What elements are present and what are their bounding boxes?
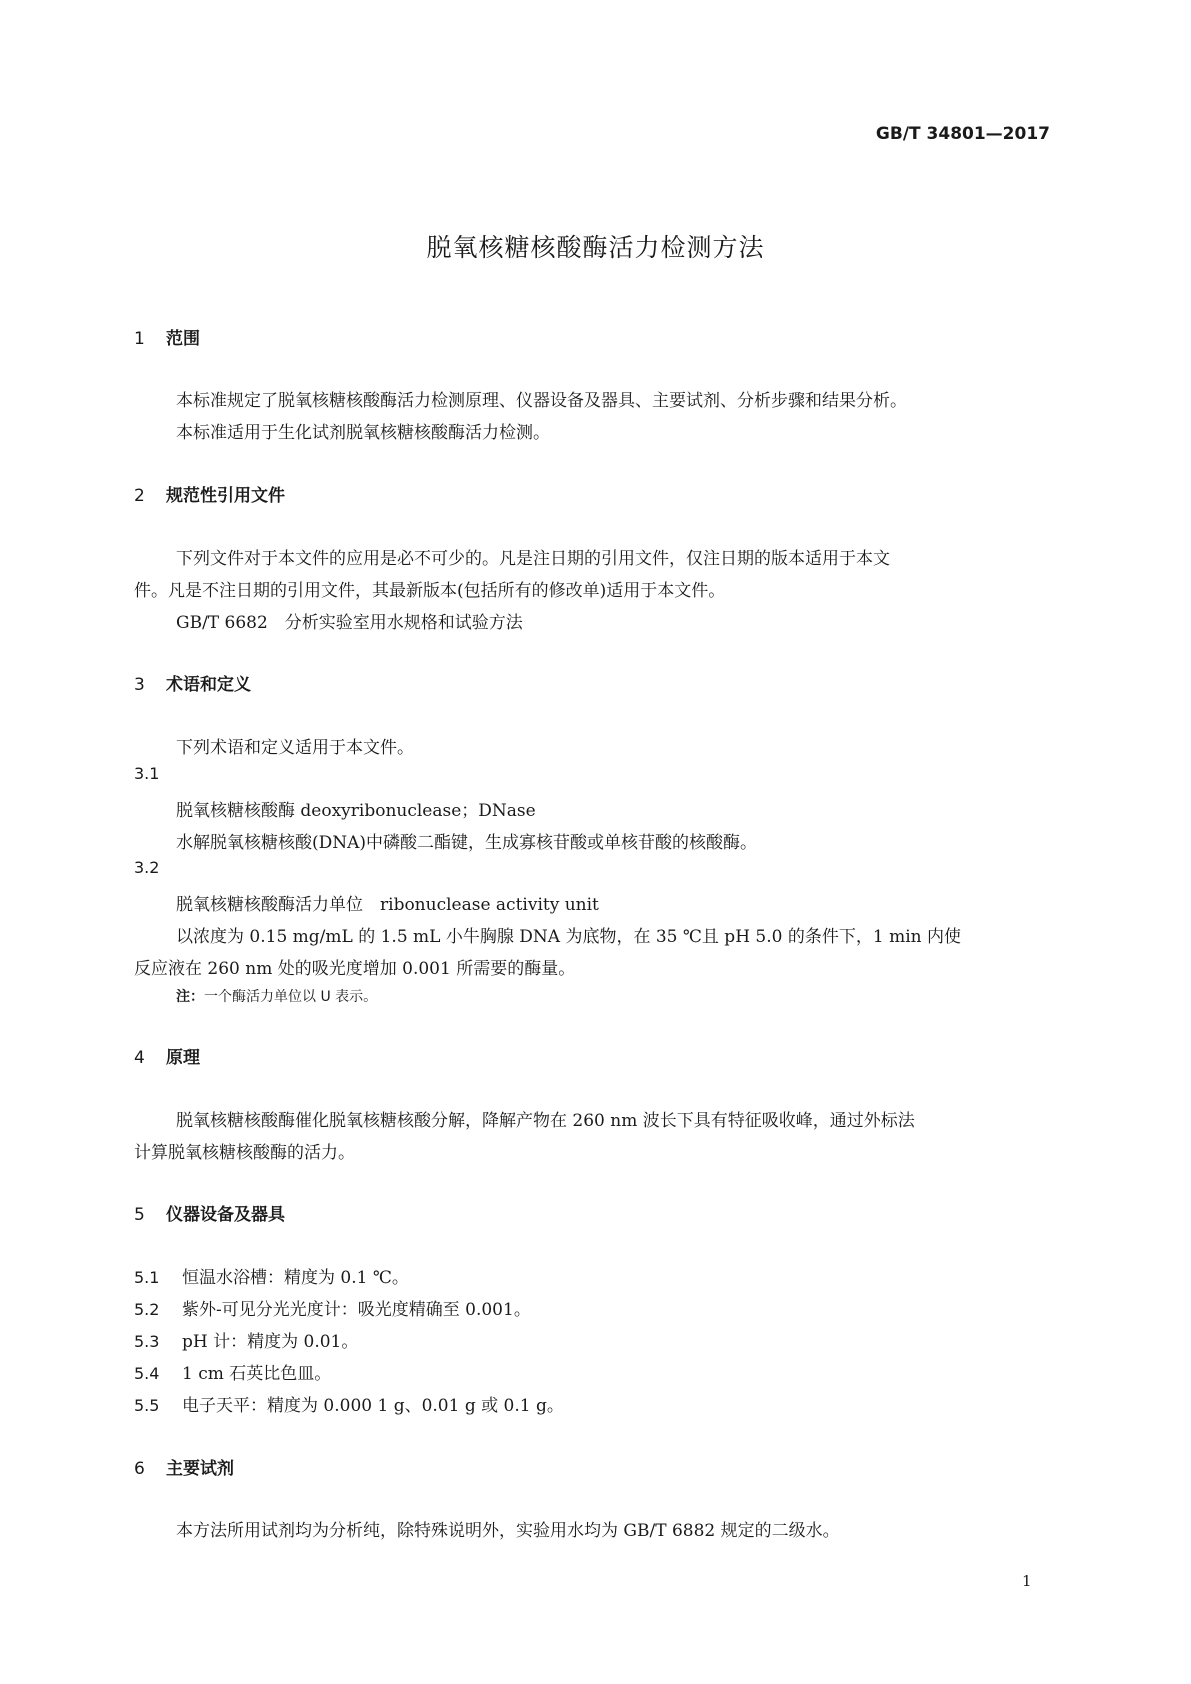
section-title: 规范性引用文件 <box>166 486 285 506</box>
section-3-intro: 下列术语和定义适用于本文件。 <box>176 738 414 758</box>
section-number: 6 <box>134 1459 145 1479</box>
section-3-heading <box>134 670 251 695</box>
section-number: 5 <box>134 1205 145 1225</box>
term-3-2-definition-line-2: 反应液在 260 nm 处的吸光度增加 0.001 所需要的酶量。 <box>134 959 576 979</box>
list-item <box>134 1359 331 1384</box>
section-4-paragraph-line-2: 计算脱氧核糖核酸酶的活力。 <box>134 1143 355 1163</box>
section-1-paragraph-2: 本标准适用于生化试剂脱氧核糖核酸酶活力检测。 <box>176 423 550 443</box>
section-1-paragraph-1: 本标准规定了脱氧核糖核酸酶活力检测原理、仪器设备及器具、主要试剂、分析步骤和结果分析。 <box>176 391 907 411</box>
section-4-heading <box>134 1043 200 1068</box>
section-6-paragraph: 本方法所用试剂均为分析纯，除特殊说明外，实验用水均为 GB/T 6882 规定的二级水。 <box>176 1521 840 1541</box>
section-1-heading <box>134 324 200 349</box>
section-title: 术语和定义 <box>166 675 251 695</box>
item-text: 恒温水浴槽：精度为 0.1 ℃。 <box>182 1268 409 1288</box>
section-title: 范围 <box>166 329 200 349</box>
item-number: 5.1 <box>134 1268 160 1287</box>
list-item <box>134 1263 409 1288</box>
note <box>176 986 377 1006</box>
item-text: 1 cm 石英比色皿。 <box>182 1364 332 1384</box>
item-text: 紫外-可见分光光度计：吸光度精确至 0.001。 <box>182 1300 531 1320</box>
note-label: 注： <box>176 989 204 1005</box>
item-number: 5.4 <box>134 1364 160 1383</box>
item-number: 5.5 <box>134 1396 160 1415</box>
note-text: 一个酶活力单位以 U 表示。 <box>204 989 378 1005</box>
term-3-1-number: 3.1 <box>134 764 160 783</box>
list-item <box>134 1391 564 1416</box>
section-title: 仪器设备及器具 <box>166 1205 285 1225</box>
page-number: 1 <box>1022 1572 1032 1590</box>
standard-code: GB/T 34801—2017 <box>875 124 1050 144</box>
item-number: 5.2 <box>134 1300 160 1319</box>
item-text: pH 计：精度为 0.01。 <box>182 1332 359 1352</box>
term-3-2-definition-line-1: 以浓度为 0.15 mg/mL 的 1.5 mL 小牛胸腺 DNA 为底物，在 35 ℃且 pH 5.0 的条件下，1 min 内使 <box>176 927 961 947</box>
section-number: 2 <box>134 486 145 506</box>
section-number: 1 <box>134 329 145 349</box>
list-item <box>134 1295 531 1320</box>
section-2-paragraph-line-1: 下列文件对于本文件的应用是必不可少的。凡是注日期的引用文件，仅注日期的版本适用于本文 <box>176 549 890 569</box>
section-6-heading <box>134 1454 234 1479</box>
section-2-paragraph-line-2: 件。凡是不注日期的引用文件，其最新版本(包括所有的修改单)适用于本文件。 <box>134 581 726 601</box>
section-number: 4 <box>134 1048 145 1068</box>
term-3-1-name: 脱氧核糖核酸酶 deoxyribonuclease；DNase <box>176 801 536 821</box>
term-3-1-definition: 水解脱氧核糖核酸(DNA)中磷酸二酯键，生成寡核苷酸或单核苷酸的核酸酶。 <box>176 833 758 853</box>
section-5-heading <box>134 1200 285 1225</box>
item-text: 电子天平：精度为 0.000 1 g、0.01 g 或 0.1 g。 <box>182 1396 564 1416</box>
term-3-2-number: 3.2 <box>134 858 160 877</box>
section-2-heading <box>134 481 285 506</box>
document-title: 脱氧核糖核酸酶活力检测方法 <box>426 233 765 262</box>
term-3-2-name: 脱氧核糖核酸酶活力单位 ribonuclease activity unit <box>176 895 599 915</box>
normative-reference: GB/T 6682 分析实验室用水规格和试验方法 <box>176 613 523 633</box>
list-item <box>134 1327 358 1352</box>
section-title: 主要试剂 <box>166 1459 234 1479</box>
section-4-paragraph-line-1: 脱氧核糖核酸酶催化脱氧核糖核酸分解，降解产物在 260 nm 波长下具有特征吸收峰，通过外标法 <box>176 1111 915 1131</box>
item-number: 5.3 <box>134 1332 160 1351</box>
section-number: 3 <box>134 675 145 695</box>
section-title: 原理 <box>166 1048 200 1068</box>
